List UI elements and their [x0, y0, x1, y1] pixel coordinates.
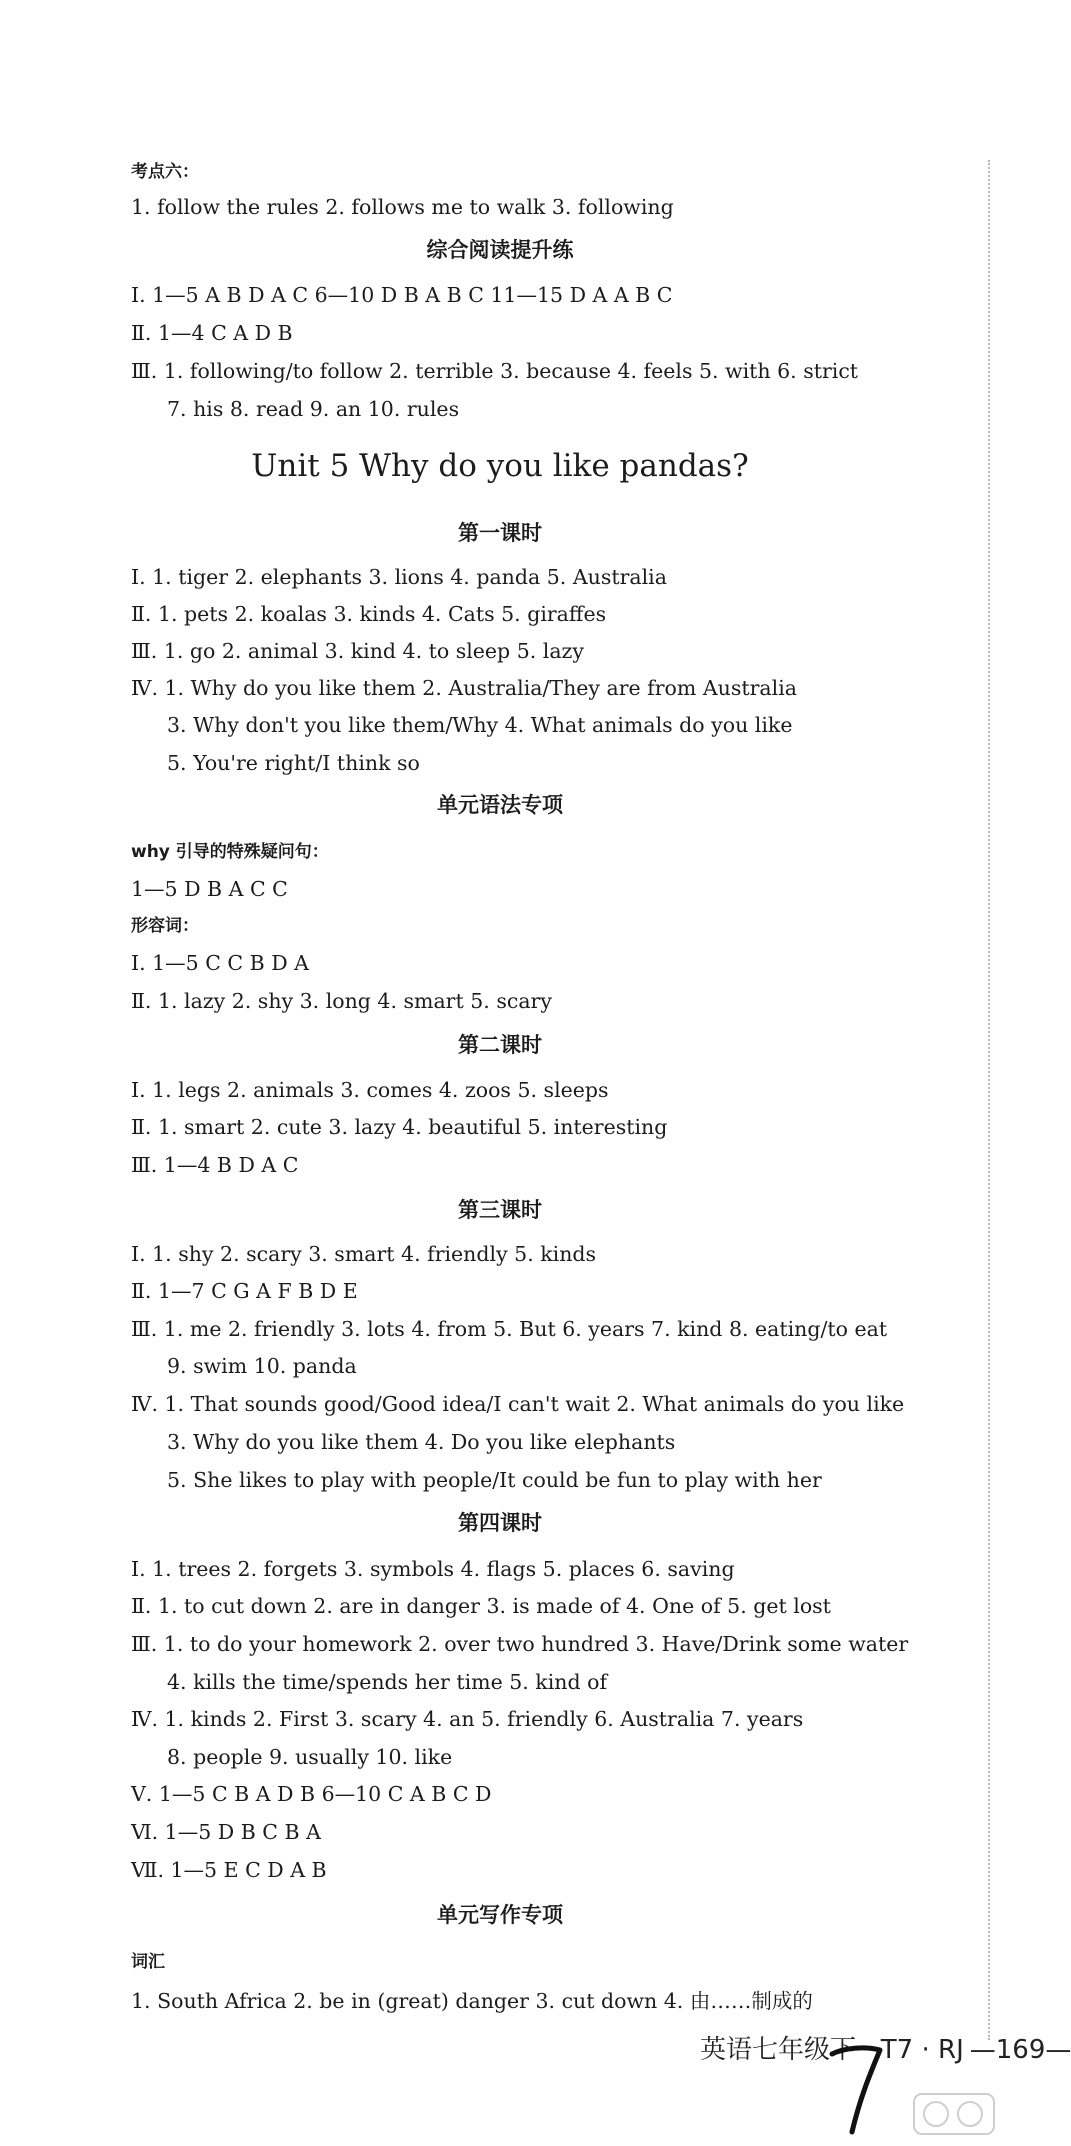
answer-line: Ⅰ. 1. legs 2. animals 3. comes 4. zoos 5. sleeps	[131, 1078, 609, 1102]
watermark-logo	[912, 2090, 998, 2142]
answer-line: Ⅲ. 1. to do your homework 2. over two hundred 3. Have/Drink some water	[131, 1632, 909, 1656]
answer-line: Ⅲ. 1—4 B D A C	[131, 1153, 299, 1177]
section-heading-lesson-3: 第三课时	[458, 1198, 542, 1222]
answer-line: Ⅰ. 1—5 A B D A C 6—10 D B A B C 11—15 D A A B C	[131, 283, 673, 307]
answer-line: Ⅳ. 1. kinds 2. First 3. scary 4. an 5. friendly 6. Australia 7. years	[131, 1707, 804, 1731]
answer-line: Ⅱ. 1—4 C A D B	[131, 321, 293, 345]
answer-line: 5. You're right/I think so	[167, 751, 420, 775]
answer-line: Ⅰ. 1. shy 2. scary 3. smart 4. friendly 5. kinds	[131, 1242, 597, 1266]
answer-line: Ⅳ. 1. Why do you like them 2. Australia/They are from Australia	[131, 676, 797, 700]
answer-line: Ⅱ. 1—7 C G A F B D E	[131, 1279, 358, 1303]
label-kaodian-6: 考点六：	[131, 162, 199, 182]
answer-line: 7. his 8. read 9. an 10. rules	[167, 397, 460, 421]
answer-line: 1. South Africa 2. be in (great) danger 3. cut down 4. 由……制成的	[131, 1989, 813, 2013]
margin-dotted-line	[988, 160, 990, 2040]
answer-line: Ⅱ. 1. pets 2. koalas 3. kinds 4. Cats 5. giraffes	[131, 602, 607, 626]
answer-line: 3. Why don't you like them/Why 4. What animals do you like	[167, 713, 793, 737]
answer-line: Ⅱ. 1. lazy 2. shy 3. long 4. smart 5. scary	[131, 989, 552, 1013]
answer-line: 4. kills the time/spends her time 5. kind of	[167, 1670, 608, 1694]
answer-line: 3. Why do you like them 4. Do you like elephants	[167, 1430, 676, 1454]
handwritten-seven-mark	[826, 2040, 886, 2140]
section-heading-grammar: 单元语法专项	[437, 793, 563, 817]
answer-line: Ⅱ. 1. to cut down 2. are in danger 3. is made of 4. One of 5. get lost	[131, 1594, 831, 1618]
unit-title: Unit 5 Why do you like pandas?	[251, 448, 749, 484]
label-vocabulary: 词汇	[131, 1952, 165, 1972]
kaodian-6-answers: 1. follow the rules 2. follows me to walk 3. following	[131, 195, 674, 219]
answer-line: 8. people 9. usually 10. like	[167, 1745, 453, 1769]
answer-line: 5. She likes to play with people/It could be fun to play with her	[167, 1468, 822, 1492]
section-heading-lesson-1: 第一课时	[458, 521, 542, 545]
answer-line: Ⅲ. 1. me 2. friendly 3. lots 4. from 5. But 6. years 7. kind 8. eating/to eat	[131, 1317, 888, 1341]
section-heading-comprehensive-reading: 综合阅读提升练	[426, 238, 574, 262]
label-adjectives: 形容词：	[131, 916, 199, 936]
answer-line: Ⅱ. 1. smart 2. cute 3. lazy 4. beautiful 5. interesting	[131, 1115, 668, 1139]
answer-line: Ⅵ. 1—5 D B C B A	[131, 1820, 321, 1844]
answer-line: Ⅰ. 1. tiger 2. elephants 3. lions 4. panda 5. Australia	[131, 565, 667, 589]
section-heading-writing: 单元写作专项	[437, 1903, 563, 1927]
answer-line: 9. swim 10. panda	[167, 1354, 357, 1378]
section-heading-lesson-4: 第四课时	[458, 1511, 542, 1535]
answer-line: Ⅳ. 1. That sounds good/Good idea/I can't wait 2. What animals do you like	[131, 1392, 905, 1416]
label-why-questions: why 引导的特殊疑问句：	[131, 842, 329, 862]
answer-line: Ⅲ. 1. following/to follow 2. terrible 3. because 4. feels 5. with 6. strict	[131, 359, 859, 383]
answer-line: Ⅰ. 1. trees 2. forgets 3. symbols 4. flags 5. places 6. saving	[131, 1557, 735, 1581]
answer-line: Ⅴ. 1—5 C B A D B 6—10 C A B C D	[131, 1782, 492, 1806]
answer-line: Ⅶ. 1—5 E C D A B	[131, 1858, 327, 1882]
answer-line: 1—5 D B A C C	[131, 877, 288, 901]
section-heading-lesson-2: 第二课时	[458, 1033, 542, 1057]
footer-book-label: 英语七年级下 · T7 · RJ	[700, 2035, 964, 2065]
footer-page-number: —169—	[969, 2035, 1071, 2065]
answer-line: Ⅰ. 1—5 C C B D A	[131, 951, 309, 975]
answer-line: Ⅲ. 1. go 2. animal 3. kind 4. to sleep 5. lazy	[131, 639, 584, 663]
